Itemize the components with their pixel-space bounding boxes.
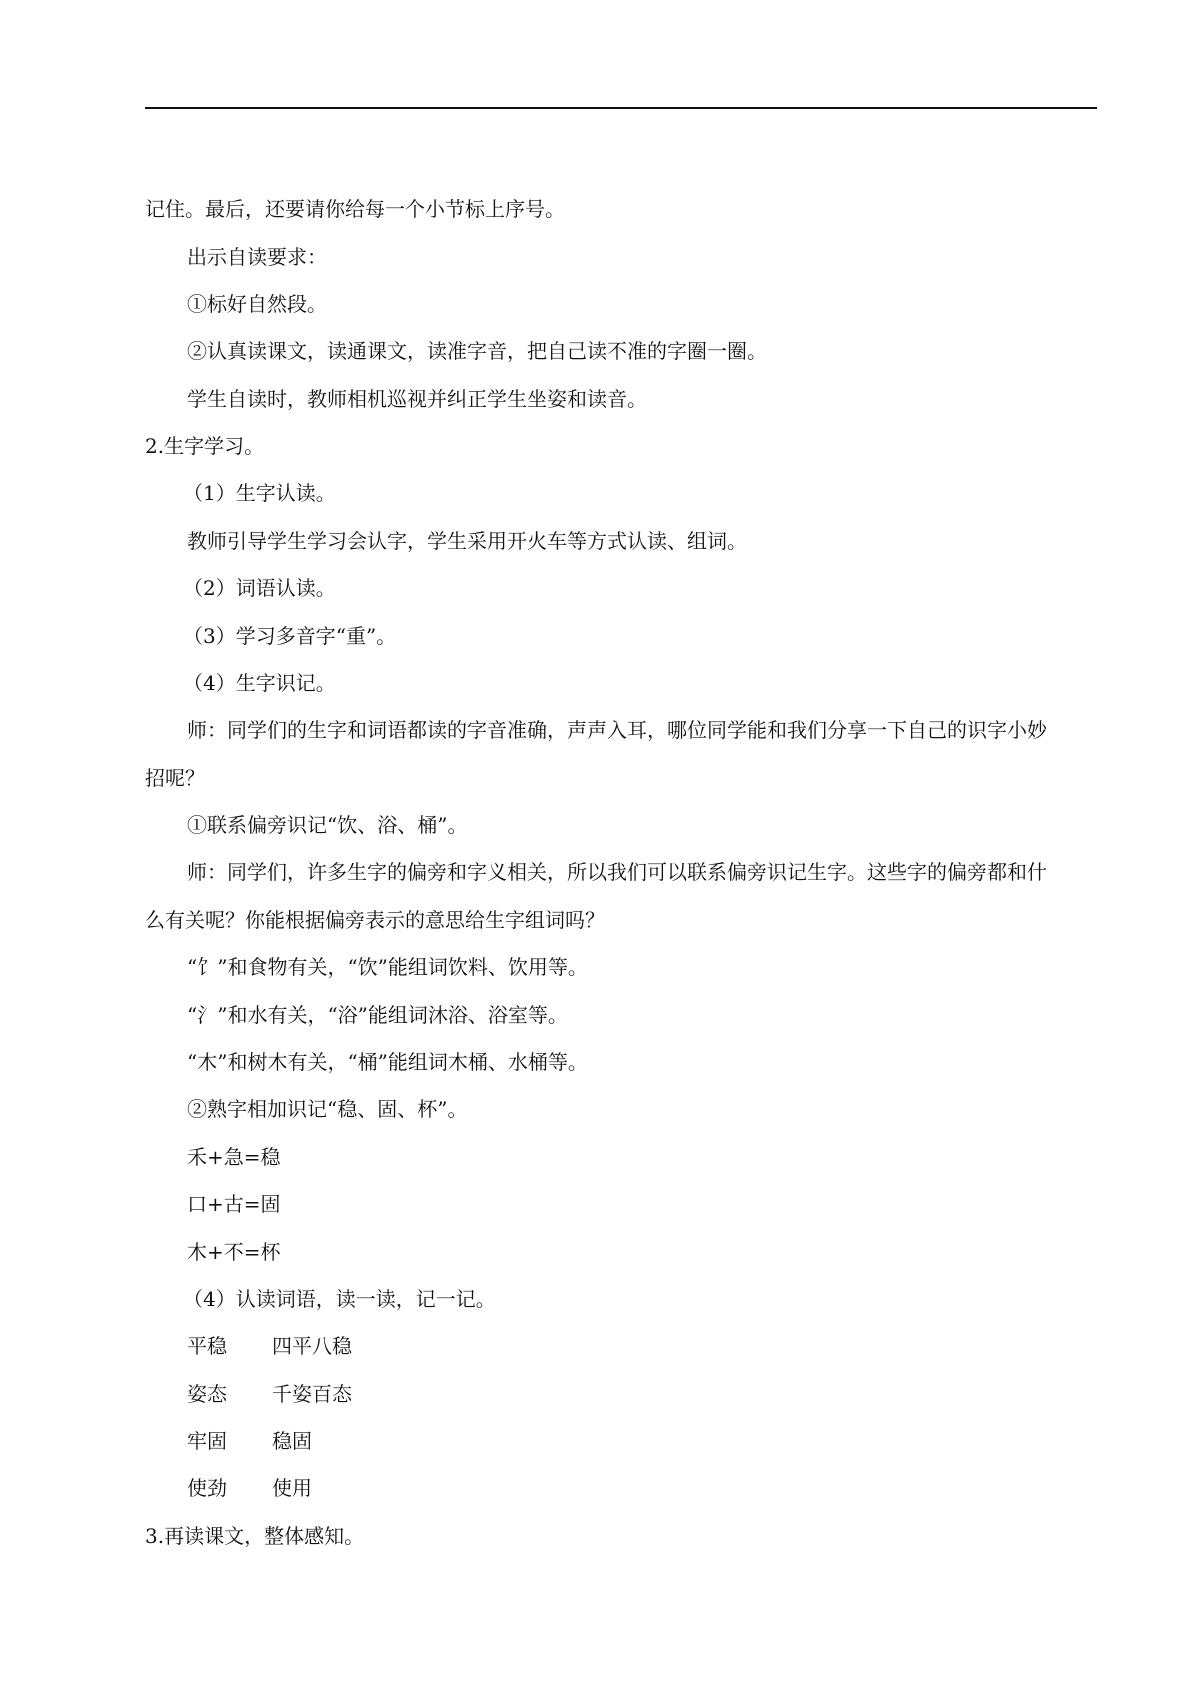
word-pair-second: 稳固 [272, 1429, 312, 1453]
subsection-heading: （3）学习多音字“重”。 [183, 624, 397, 648]
subsection-heading: （1）生字认读。 [183, 481, 336, 505]
text-line: ①标好自然段。 [187, 292, 327, 316]
text-line: 出示自读要求： [187, 245, 327, 269]
text-line: ①联系偏旁识记“饮、浴、桶”。 [187, 813, 468, 837]
text-line: 教师引导学生学习会认字，学生采用开火车等方式认读、组词。 [187, 529, 747, 553]
equation-line: 禾+急=稳 [187, 1145, 281, 1169]
text-line: 师：同学们的生字和词语都读的字音准确，声声入耳，哪位同学能和我们分享一下自己的识字小妙 [187, 718, 1047, 742]
word-pair-first: 牢固 [187, 1429, 227, 1453]
subsection-heading: （4）认读词语，读一读，记一记。 [183, 1287, 496, 1311]
word-pair-first: 使劲 [187, 1476, 227, 1500]
subsection-heading: （2）词语认读。 [183, 576, 336, 600]
text-line: ②熟字相加识记“稳、固、杯”。 [187, 1097, 468, 1121]
text-line: 记住。最后，还要请你给每一个小节标上序号。 [145, 197, 565, 221]
section-heading: 3.再读课文，整体感知。 [145, 1524, 365, 1548]
word-pair-first: 姿态 [187, 1382, 227, 1406]
word-pair-second: 千姿百态 [272, 1382, 352, 1406]
text-line: “饣”和食物有关，“饮”能组词饮料、饮用等。 [187, 955, 588, 979]
text-line: 招呢？ [145, 766, 205, 790]
text-line: 么有关呢？你能根据偏旁表示的意思给生字组词吗？ [145, 908, 605, 932]
equation-line: 木+不=杯 [187, 1240, 281, 1264]
word-pair-first: 平稳 [187, 1334, 227, 1358]
header-rule [145, 107, 1097, 109]
text-line: 师：同学们，许多生字的偏旁和字义相关，所以我们可以联系偏旁识记生字。这些字的偏旁都和什 [187, 860, 1047, 884]
text-line: 学生自读时，教师相机巡视并纠正学生坐姿和读音。 [187, 387, 647, 411]
word-pair-second: 四平八稳 [272, 1334, 352, 1358]
section-heading: 2.生字学习。 [145, 434, 265, 458]
text-line: ②认真读课文，读通课文，读准字音，把自己读不准的字圈一圈。 [187, 339, 767, 363]
text-line: “木”和树木有关，“桶”能组词木桶、水桶等。 [187, 1050, 588, 1074]
text-line: “氵”和水有关，“浴”能组词沐浴、浴室等。 [187, 1003, 568, 1027]
subsection-heading: （4）生字识记。 [183, 671, 336, 695]
word-pair-second: 使用 [272, 1476, 312, 1500]
equation-line: 口+古=固 [187, 1192, 281, 1216]
